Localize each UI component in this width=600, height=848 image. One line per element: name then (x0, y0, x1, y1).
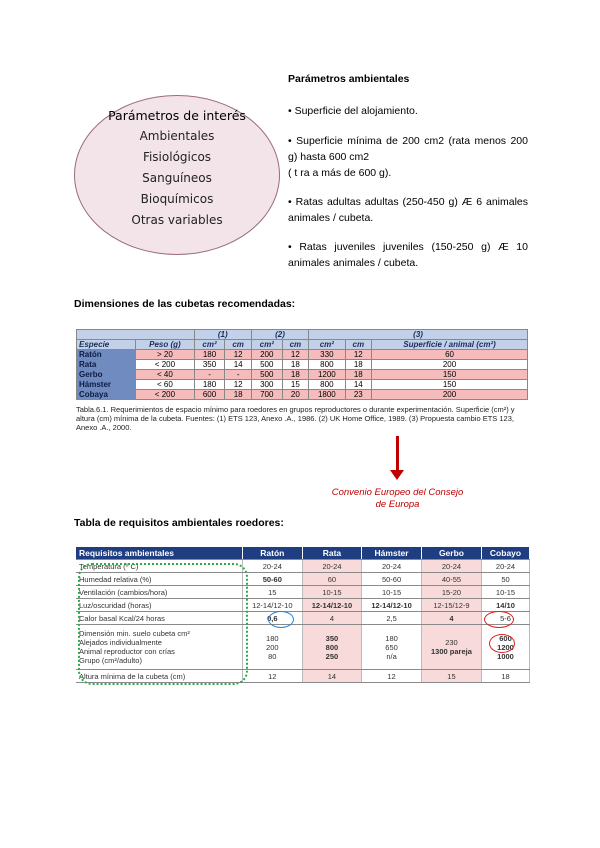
table-header: Requisitos ambientales (76, 547, 243, 560)
table-cell (302, 625, 362, 670)
table-row (77, 380, 528, 390)
table-cell: 20-24 (421, 560, 481, 573)
ellipse-item: Bioquímicos (140, 192, 214, 206)
table-cell: 23 (345, 390, 371, 400)
dim-label-line: Dimensión min. suelo cubeta cm² (79, 629, 190, 638)
dim-label-line: Animal reproductor con crías (79, 647, 175, 656)
table-cell: 1200 (309, 370, 345, 380)
table-cell: (3) (309, 330, 528, 340)
table-cell: 10-15 (302, 586, 362, 599)
table-cell (421, 625, 481, 670)
table-cell: 700 (251, 390, 282, 400)
table-cell: Ventilación (cambios/hora) (76, 586, 243, 599)
dim-value: 250 (325, 651, 339, 661)
table-cell: 50 (482, 573, 530, 586)
table-cell: 40-55 (421, 573, 481, 586)
table-cell: 4 (421, 612, 481, 625)
table-cell: 15 (421, 670, 481, 683)
table-cell: 800 (309, 380, 345, 390)
table-cell: 14/10 (482, 599, 530, 612)
table-cell: < 60 (136, 380, 194, 390)
table-cell: Hámster (77, 380, 136, 390)
table-cell: 180 (194, 380, 225, 390)
table-cell: (2) (251, 330, 308, 340)
table-cell: 150 (372, 370, 528, 380)
table-cell: 20-24 (243, 560, 303, 573)
section-title: Parámetros ambientales (288, 73, 410, 85)
table-cell: 350 (194, 360, 225, 370)
down-arrow-icon (396, 436, 399, 472)
table-header: Rata (302, 547, 362, 560)
table-cell: 200 (372, 360, 528, 370)
dim-value: 350 (325, 633, 339, 643)
dim-value: 1000 (497, 651, 514, 661)
table-cell: 800 (309, 360, 345, 370)
table-cell: < 200 (136, 360, 194, 370)
ellipse-item: Otras variables (131, 213, 223, 227)
table-header: cm² (194, 340, 225, 350)
arrow-head-icon (390, 470, 404, 480)
table-cell: 150 (372, 380, 528, 390)
dim-value: 650 (385, 642, 398, 652)
table-cell: 1800 (309, 390, 345, 400)
table-cell: - (194, 370, 225, 380)
header-row (76, 547, 530, 560)
convenio-label: Convenio Europeo del Consejo de Europa (331, 487, 464, 510)
paragraph: • Superficie mínima de 200 cm2 (rata menos 200 g) hasta 600 cm2 (288, 135, 528, 163)
table-cell: 5-6 (482, 612, 530, 625)
blue-circle-highlight (268, 611, 294, 628)
cage-dimensions-table (76, 329, 528, 400)
table-cell: 14 (225, 360, 251, 370)
table-header: cm (225, 340, 251, 350)
table-cell: Calor basal Kcal/24 horas (76, 612, 243, 625)
table-cell: 0,6 (243, 612, 303, 625)
dim-value: 180 (385, 633, 398, 643)
table-cell: < 200 (136, 390, 194, 400)
table-cell: Cobaya (77, 390, 136, 400)
table-cell: (1) (194, 330, 251, 340)
dim-value: 230 (445, 638, 458, 647)
table-cell: 12 (225, 350, 251, 360)
table-cell: 600 (194, 390, 225, 400)
table-cell: 12-14/12-10 (362, 599, 422, 612)
heading-dimensions: Dimensiones de las cubetas recomendadas: (74, 298, 296, 310)
table-cell: Luz/oscuridad (horas) (76, 599, 243, 612)
table-row (77, 390, 528, 400)
dim-value: 600 (499, 633, 512, 643)
table-cell: 2,5 (362, 612, 422, 625)
dim-label-line: Grupo (cm²/adulto) (79, 656, 142, 665)
table-cell: 18 (282, 360, 308, 370)
table-cell: 12 (345, 350, 371, 360)
table-row (77, 370, 528, 380)
table-header: Peso (g) (136, 340, 194, 350)
table-header: Cobayo (482, 547, 530, 560)
table-cell: Altura mínima de la cubeta (cm) (76, 670, 243, 683)
table-cell (77, 330, 195, 340)
red-circle-highlight (489, 634, 515, 653)
table-header: cm (282, 340, 308, 350)
table-cell: 12-14/12-10 (243, 599, 303, 612)
header-row (77, 340, 528, 350)
table-cell: 12 (225, 380, 251, 390)
table-header: Especie (77, 340, 136, 350)
table-cell: < 40 (136, 370, 194, 380)
ellipse-title: Parámetros de interés (108, 108, 246, 123)
table-cell: Humedad relativa (%) (76, 573, 243, 586)
table-cell: 50-60 (362, 573, 422, 586)
table-cell: Temperatura (º C) (76, 560, 243, 573)
table-cell: 20 (282, 390, 308, 400)
table-cell: 12 (282, 350, 308, 360)
dim-value: 800 (325, 642, 339, 652)
group-header-row (77, 330, 528, 340)
table-cell: 12-14/12-10 (302, 599, 362, 612)
table-cell: 12 (243, 670, 303, 683)
table-cell: 15 (282, 380, 308, 390)
table-header: Ratón (243, 547, 303, 560)
table-caption: Tabla.6.1. Requerimientos de espacio mínimo para roedores en grupos reproductores o durante experimentación. Superficie (cm²) y altura (cm) mínima de la cubeta. Fuentes: (1) ETS 123, Anexo .A., 1986. (2) UK Home Office, 1989. (3) Propuesta cambio ETS 123, Anexo .A., 2000. (76, 405, 515, 432)
dim-label-line: Alejados individualmente (79, 638, 162, 647)
table-cell: 14 (302, 670, 362, 683)
table-cell: 12 (362, 670, 422, 683)
table-row (77, 360, 528, 370)
table-cell: 330 (309, 350, 345, 360)
table-cell: 20-24 (482, 560, 530, 573)
dim-value: n/a (386, 651, 397, 661)
table-header: Superficie / animal (cm²) (372, 340, 528, 350)
dim-value: 1300 pareja (431, 647, 472, 656)
table-cell: 300 (251, 380, 282, 390)
table-cell: 500 (251, 360, 282, 370)
table-cell: 15 (243, 586, 303, 599)
ellipse-item: Ambientales (139, 129, 215, 143)
table-cell: Gerbo (77, 370, 136, 380)
table-cell: 10-15 (482, 586, 530, 599)
table-cell: 20-24 (302, 560, 362, 573)
table-cell: 4 (302, 612, 362, 625)
table-cell: - (225, 370, 251, 380)
table-cell: 10-15 (362, 586, 422, 599)
paragraph: • Ratas juveniles juveniles (150-250 g) Æ 10 animales animales / cubeta. (288, 241, 528, 269)
table-cell: 200 (372, 390, 528, 400)
table-cell: 14 (345, 380, 371, 390)
green-dotted-highlight (78, 563, 248, 685)
dim-value: 80 (268, 651, 277, 661)
table-cell: 60 (372, 350, 528, 360)
dim-value: 200 (266, 642, 279, 652)
paragraph: • Superficie del alojamiento. (288, 105, 418, 117)
table-header: cm² (251, 340, 282, 350)
table-cell (362, 625, 422, 670)
table-cell: 500 (251, 370, 282, 380)
heading-requirements: Tabla de requisitos ambientales roedores: (74, 517, 284, 529)
table-cell: 200 (251, 350, 282, 360)
table-cell: 18 (345, 360, 371, 370)
table-cell: 18 (345, 370, 371, 380)
table-cell: 20-24 (362, 560, 422, 573)
table-cell: > 20 (136, 350, 194, 360)
table-cell: 15-20 (421, 586, 481, 599)
table-cell: Rata (77, 360, 136, 370)
table-row (77, 350, 528, 360)
table-header: cm² (309, 340, 345, 350)
dim-value: 180 (266, 633, 279, 643)
table-cell: 18 (482, 670, 530, 683)
table-cell: 180 (194, 350, 225, 360)
table-cell: 12-15/12-9 (421, 599, 481, 612)
ellipse-item: Fisiológicos (142, 150, 212, 164)
table-cell: Ratón (77, 350, 136, 360)
red-circle-highlight (484, 611, 514, 628)
table-cell: 50-60 (243, 573, 303, 586)
dim-value: 1200 (497, 642, 514, 652)
table-cell (243, 625, 303, 670)
table-cell: 60 (302, 573, 362, 586)
ellipse-item: Sanguíneos (142, 171, 212, 185)
table-cell: 18 (225, 390, 251, 400)
table-cell: 18 (282, 370, 308, 380)
paragraph: • Ratas adultas adultas (250-450 g) Æ 6 animales animales / cubeta. (288, 196, 528, 224)
table-header: Gerbo (421, 547, 481, 560)
table-header: Hámster (362, 547, 422, 560)
paragraph: ( t ra a más de 600 g). (288, 167, 392, 179)
table-header: cm (345, 340, 371, 350)
